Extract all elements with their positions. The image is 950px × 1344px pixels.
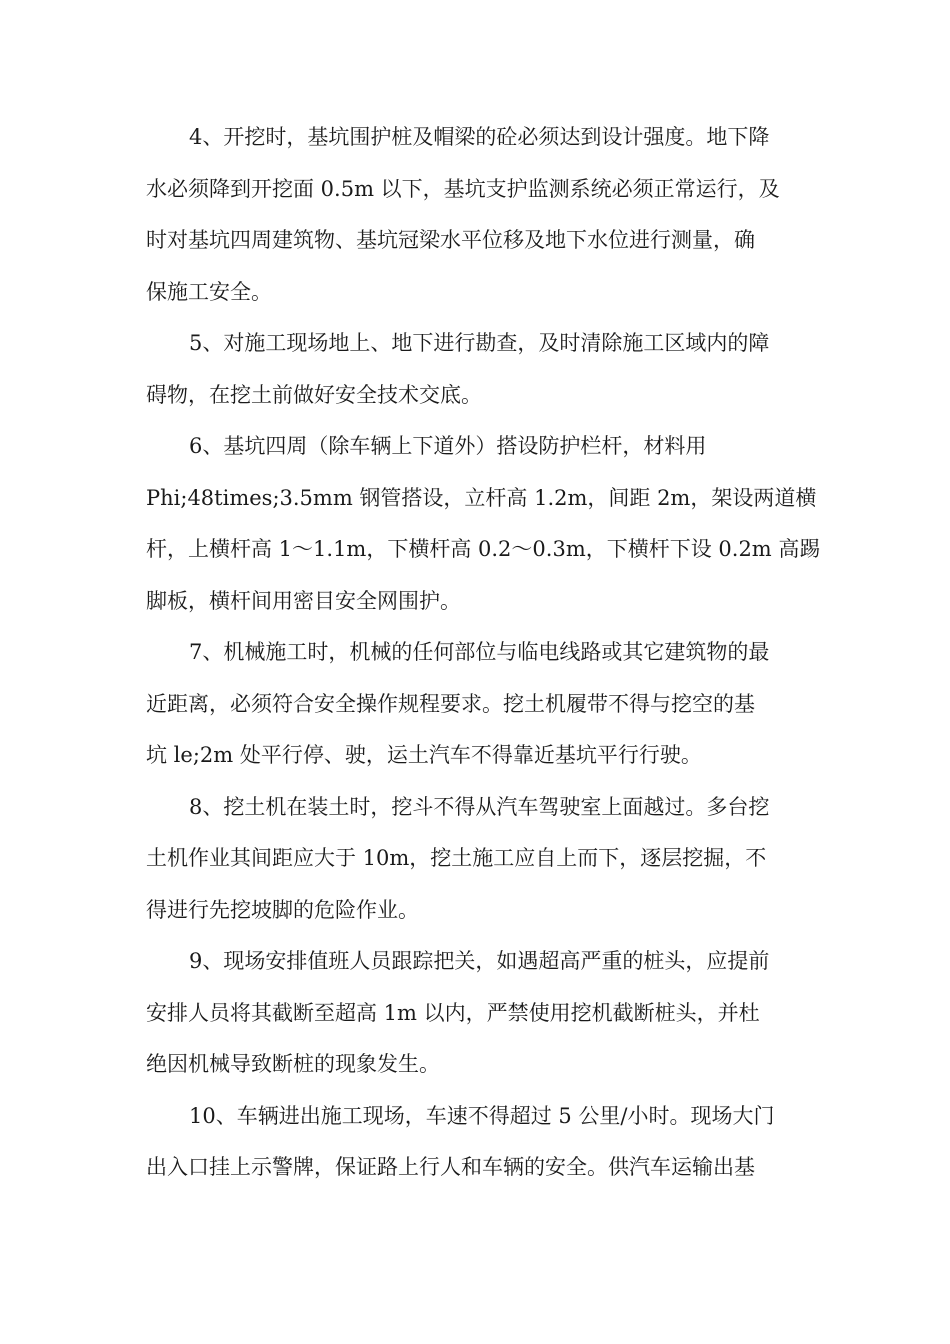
- text-line: 10、车辆进出施工现场，车速不得超过 5 公里/小时。现场大门: [189, 1103, 775, 1128]
- text-line: 6、基坑四周（除车辆上下道外）搭设防护栏杆，材料用: [189, 434, 707, 458]
- text-line: 近距离，必须符合安全操作规程要求。挖土机履带不得与挖空的基: [146, 691, 755, 716]
- text-line: 安排人员将其截断至超高 1m 以内，严禁使用挖机截断桩头，并杜: [146, 1000, 760, 1025]
- text-line: 保施工安全。: [146, 279, 272, 304]
- text-line: 8、挖土机在装土时，挖斗不得从汽车驾驶室上面越过。多台挖: [189, 794, 770, 819]
- text-line: 出入口挂上示警牌，保证路上行人和车辆的安全。供汽车运输出基: [146, 1155, 755, 1179]
- text-line: 得进行先挖坡脚的危险作业。: [146, 897, 419, 922]
- text-line: Phi;48times;3.5mm 钢管搭设，立杆高 1.2m，间距 2m，架设两道横: [146, 485, 817, 510]
- text-line: 5、对施工现场地上、地下进行勘查，及时清除施工区域内的障: [189, 331, 770, 355]
- text-line: 碍物，在挖土前做好安全技术交底。: [146, 382, 482, 407]
- text-line: 4、开挖时，基坑围护桩及帽梁的砼必须达到设计强度。地下降: [189, 125, 770, 149]
- text-line: 9、现场安排值班人员跟踪把关，如遇超高严重的桩头，应提前: [189, 949, 770, 973]
- paragraph-8: [146, 787, 814, 942]
- paragraph-9: [146, 941, 814, 1096]
- paragraph-7: [146, 632, 814, 787]
- text-line: 脚板，横杆间用密目安全网围护。: [146, 588, 461, 613]
- document-body: [146, 117, 821, 1199]
- paragraph-10: [146, 1096, 814, 1199]
- paragraph-6: [146, 426, 821, 632]
- text-line: 土机作业其间距应大于 10m，挖土施工应自上而下，逐层挖掘，不: [146, 846, 767, 870]
- text-line: 时对基坑四周建筑物、基坑冠梁水平位移及地下水位进行测量，确: [146, 228, 755, 252]
- text-line: 坑 le;2m 处平行停、驶，运土汽车不得靠近基坑平行行驶。: [146, 743, 702, 767]
- text-line: 7、机械施工时，机械的任何部位与临电线路或其它建筑物的最: [189, 640, 770, 664]
- text-line: 水必须降到开挖面 0.5m 以下，基坑支护监测系统必须正常运行，及: [146, 176, 780, 201]
- paragraph-4: [146, 117, 814, 323]
- text-line: 杆，上横杆高 1～1.1m，下横杆高 0.2～0.3m，下横杆下设 0.2m 高踢: [146, 537, 821, 561]
- paragraph-5: [146, 323, 814, 426]
- text-line: 绝因机械导致断桩的现象发生。: [146, 1052, 440, 1076]
